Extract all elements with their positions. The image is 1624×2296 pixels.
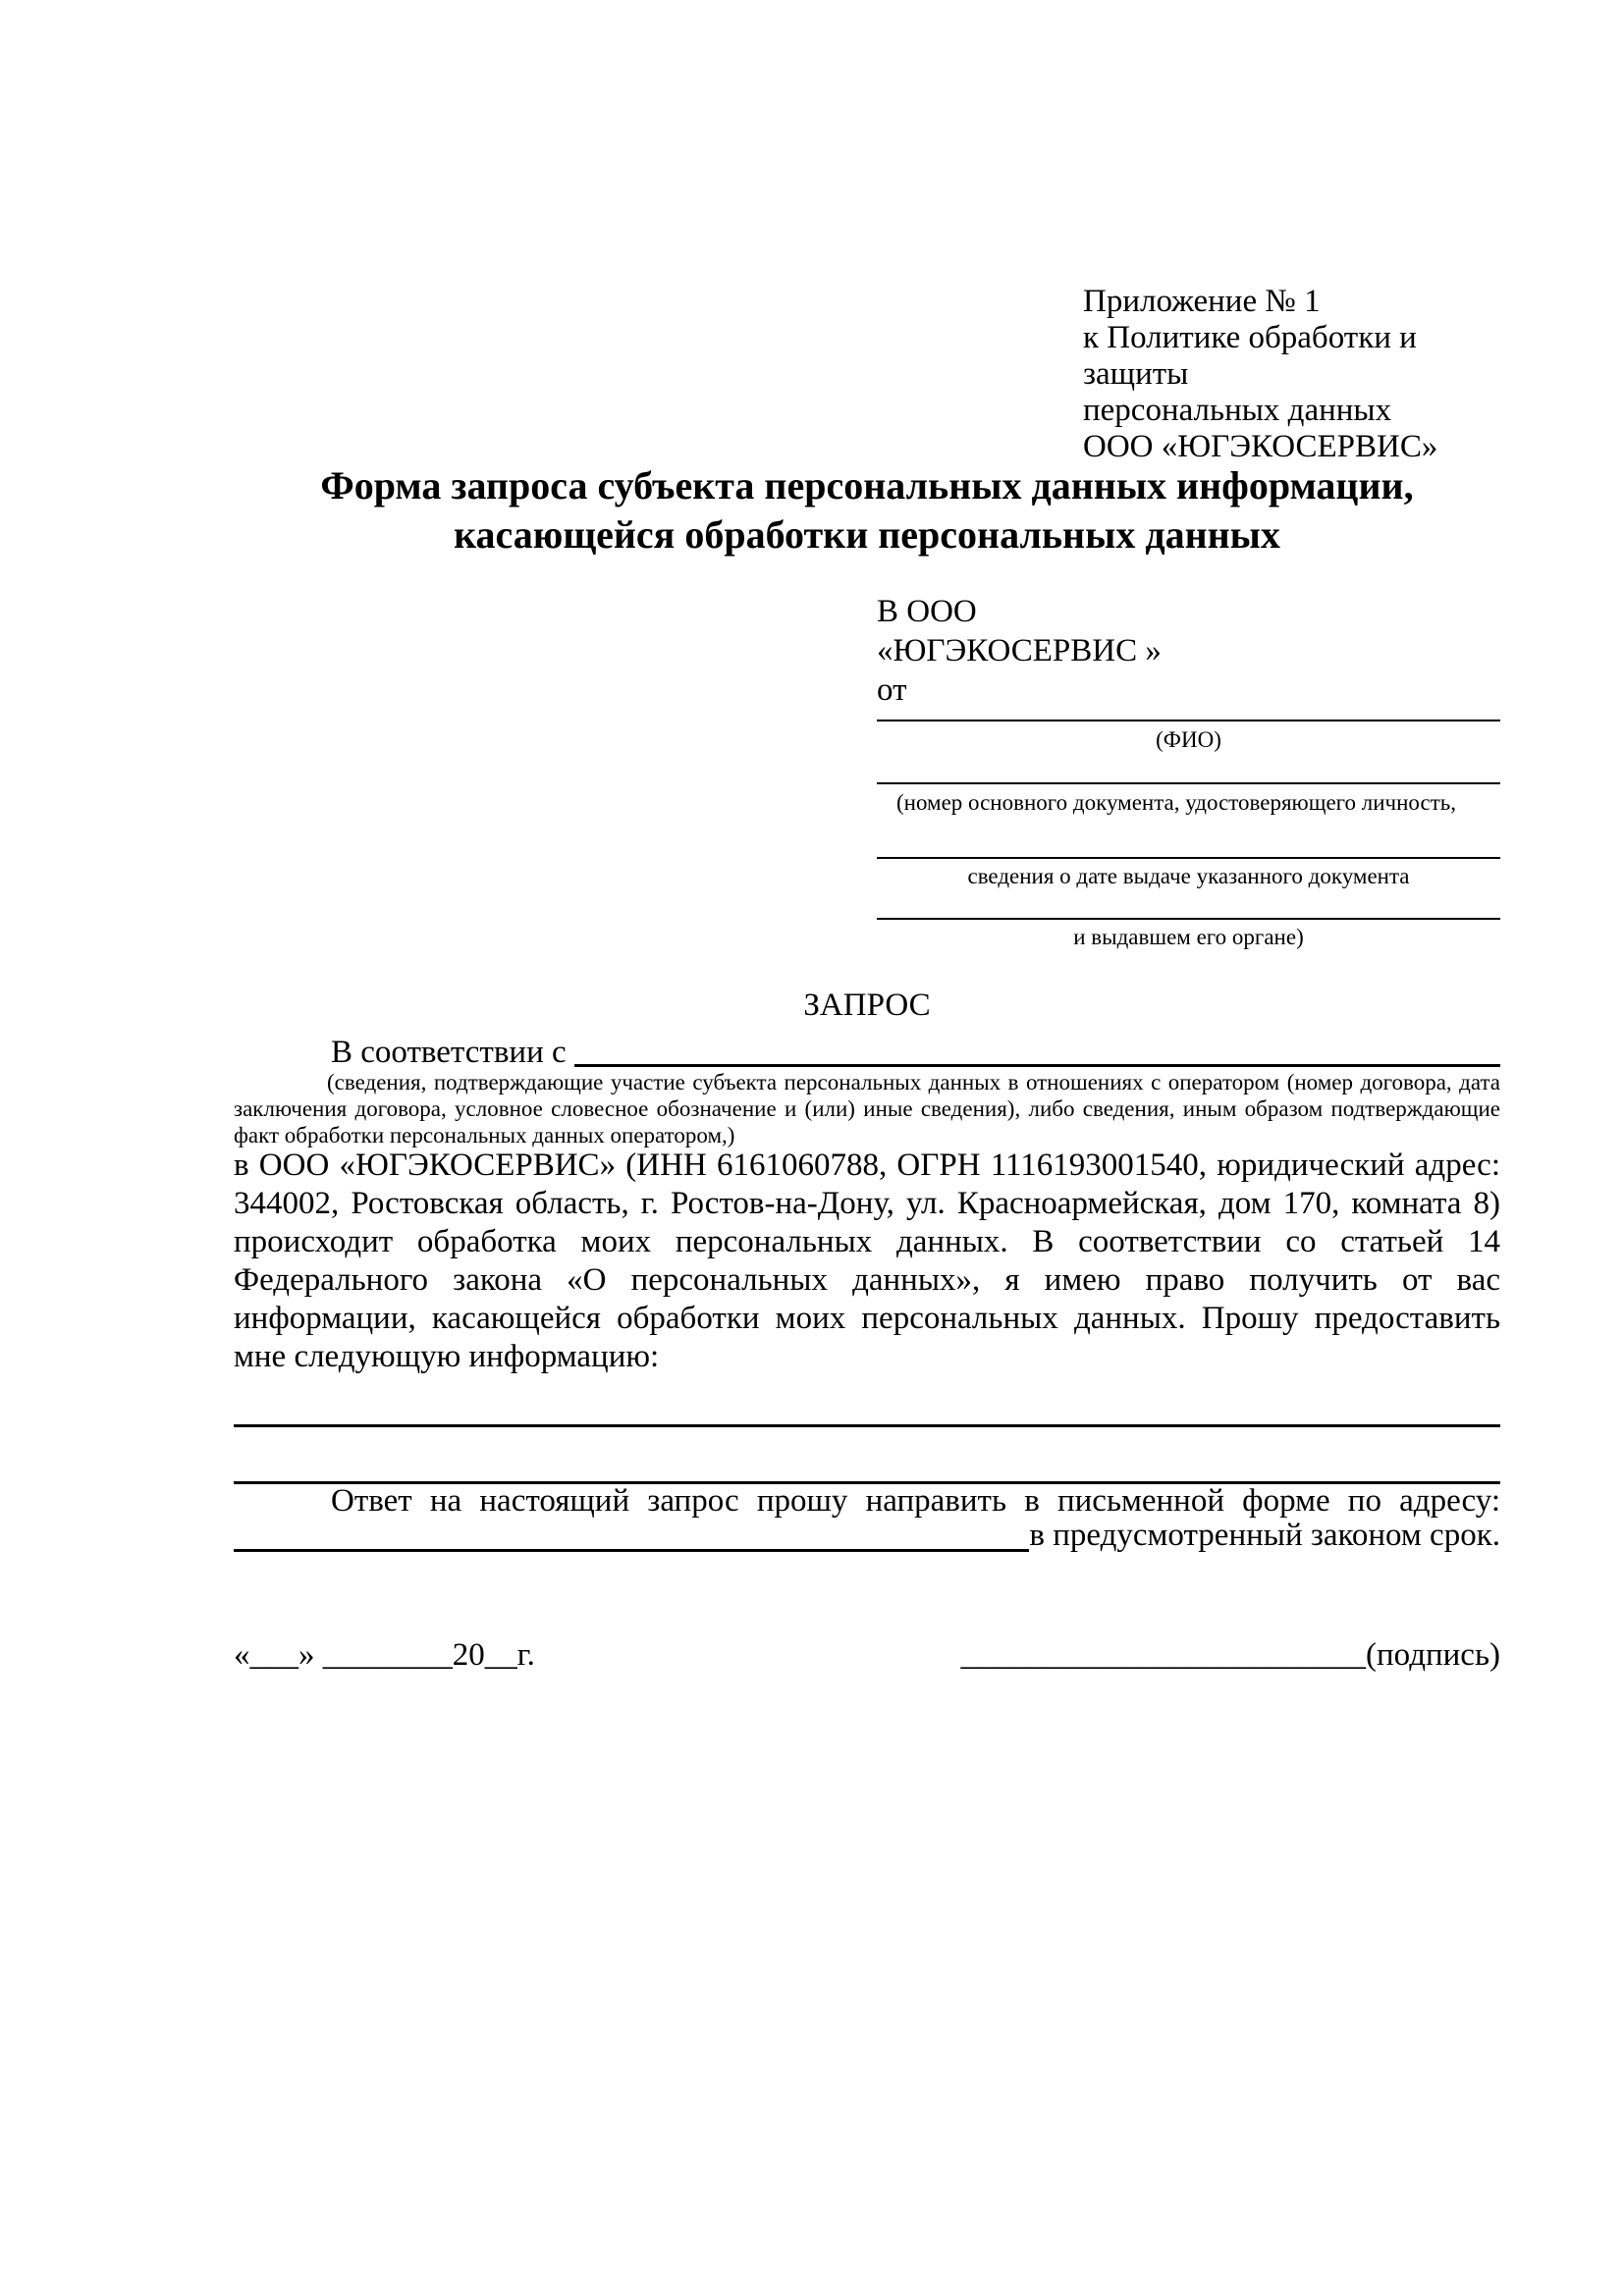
accordance-note: (сведения, подтверждающие участие субъекта персональных данных в отношениях с оператором (номер договора, дата заключения договора, условное словесное обозначение и (или) иные сведения), либо сведения, иным образом подтверждающие факт обработки персональных данных оператором,) [234,1070,1500,1148]
doc-number-blank-line [877,782,1500,784]
info-blank-line-1 [234,1424,1500,1427]
date-signature-row [234,1636,1500,1675]
addressee-block [877,592,1500,710]
issuing-authority-blank-line [877,918,1500,920]
body-paragraph: в ООО «ЮГЭКОСЕРВИС» (ИНН 6161060788, ОГРН 1116193001540, юридический адрес: 344002, Ростовская область, г. Ростов-на-Дону, ул. Красноармейская, дом 170, комната 8) происходит обработка моих персональных данных. В соответствии со статьей 14 Федерального закона «О персональных данных», я имею право получить от вас информации, касающейся обработки моих персональных данных. Прошу предоставить мне следующую информацию: [234,1148,1500,1374]
accordance-line [234,1034,1500,1072]
fio-blank-line [877,720,1500,721]
issue-date-caption: сведения о дате выдаче указанного документа [967,864,1410,888]
header-line-policy: к Политике обработки и защиты [1083,320,1417,392]
signature-group [961,1636,1501,1675]
doc-number-caption: (номер основного документа, удостоверяющего личность, [895,790,1456,815]
addressee-line-company: «ЮГЭКОСЕРВИС » [877,633,1162,668]
issue-date-blank-line [877,857,1500,859]
answer-paragraph: Ответ на настоящий запрос прошу направить в письменной форме по адресу: [331,1483,1500,1519]
signature-caption: (подпись) [1366,1637,1500,1673]
request-heading: ЗАПРОС [803,988,931,1023]
fio-caption: (ФИО) [1156,727,1221,752]
addressee-line-to: В ООО [877,594,977,629]
address-blank-line [234,1517,1029,1552]
document-title-line-1: Форма запроса субъекта персональных данных информации, [320,463,1414,507]
accordance-lead-text: В соответствии с [331,1035,567,1070]
issuing-authority-caption: и выдавшем его органе) [1073,925,1304,949]
document-title [234,461,1500,560]
addressee-line-from: от [877,672,907,708]
header-line-appendix: Приложение № 1 [1083,284,1321,319]
document-title-line-2: касающейся обработки персональных данных [454,512,1280,557]
accordance-blank-line [574,1034,1500,1067]
signature-blank-line: _________________________ [960,1637,1366,1673]
answer-address-row [234,1517,1500,1555]
header-line-personal-data: персональных данных [1083,393,1392,428]
answer-tail-text: в предусмотренный законом срок. [1029,1518,1500,1553]
header-line-company: ООО «ЮГЭКОСЕРВИС» [1083,429,1438,464]
date-field: «___» ________20__г. [234,1637,535,1673]
header-block [1083,284,1505,465]
